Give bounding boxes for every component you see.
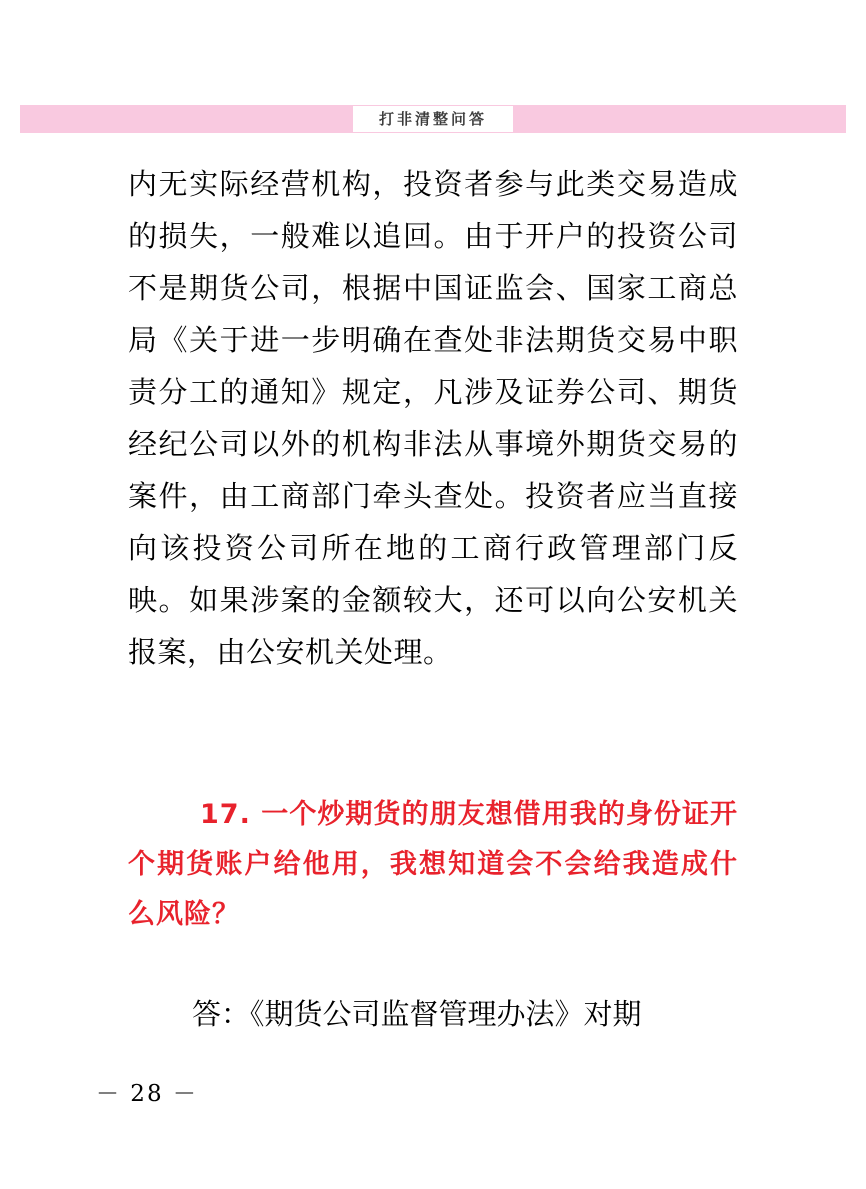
body-text-column <box>128 158 738 678</box>
answer-block <box>128 988 738 1040</box>
question-heading-block <box>128 790 738 940</box>
page-header-band <box>20 105 846 133</box>
question-heading: 17. 一个炒期货的朋友想借用我的身份证开个期货账户给他用，我想知道会不会给我造成什么风险？ <box>128 799 738 930</box>
page-header-title: 打非清整问答 <box>353 106 513 132</box>
answer-paragraph: 答：《期货公司监督管理办法》对期 <box>192 997 642 1031</box>
body-paragraph: 内无实际经营机构，投资者参与此类交易造成的损失，一般难以追回。由于开户的投资公司不是期货公司，根据中国证监会、国家工商总局《关于进一步明确在查处非法期货交易中职责分工的通知》规定，凡涉及证券公司、期货经纪公司以外的机构非法从事境外期货交易的案件，由工商部门牵头查处。投资者应当直接向该投资公司所在地的工商行政管理部门反映。如果涉案的金额较大，还可以向公安机关报案，由公安机关处理。 <box>128 167 738 669</box>
page-number: － 28 － <box>96 1081 198 1107</box>
